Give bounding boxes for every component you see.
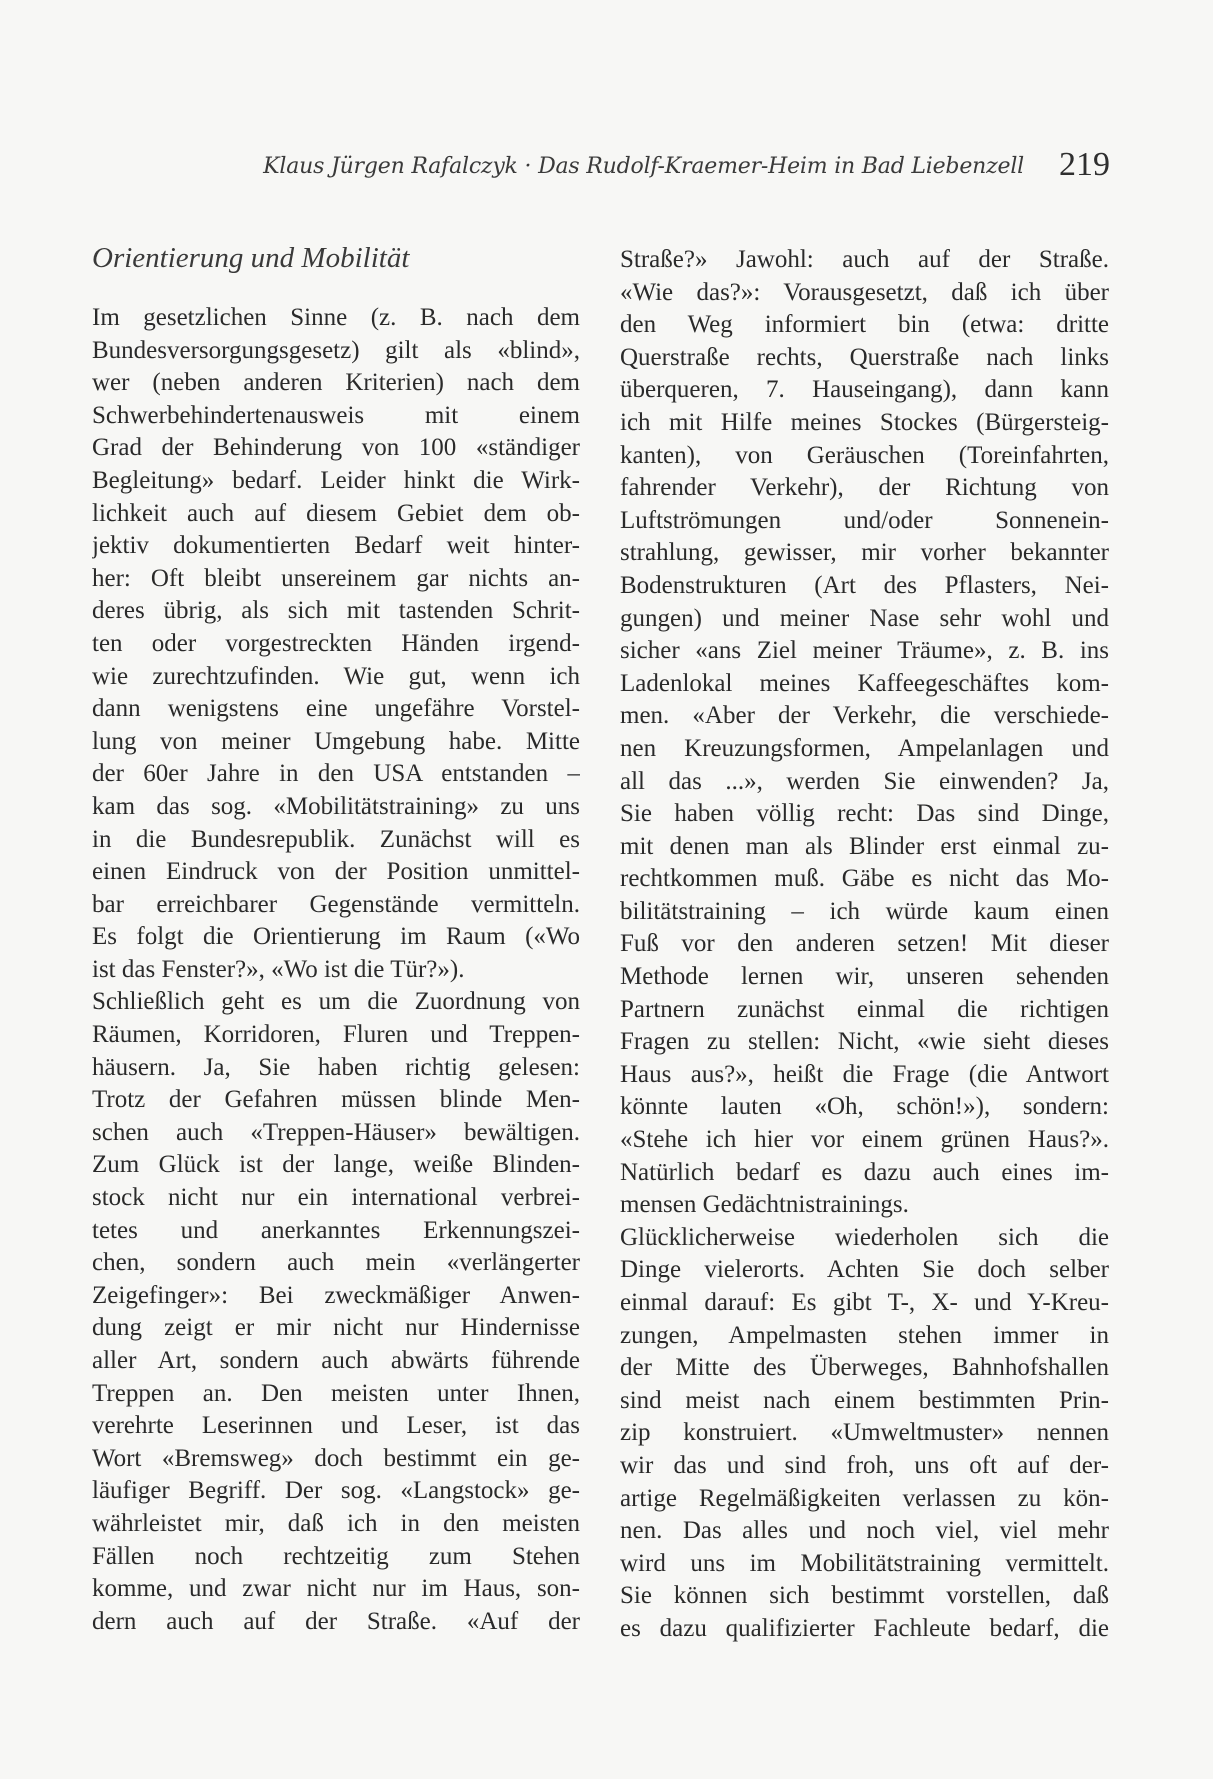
- text-line: Dinge vielerorts. Achten Sie doch selber: [620, 1256, 1109, 1284]
- text-line: währleistet mir, daß ich in den meisten: [92, 1509, 580, 1537]
- text-line: Begleitung» bedarf. Leider hinkt die Wirk-: [92, 466, 580, 494]
- text-line: Natürlich bedarf es dazu auch eines im-: [620, 1158, 1109, 1186]
- text-line: zungen, Ampelmasten stehen immer in: [620, 1321, 1109, 1349]
- text-line: chen, sondern auch mein «verlängerter: [92, 1249, 580, 1277]
- text-line: kanten), von Geräuschen (Toreinfahrten,: [620, 441, 1109, 469]
- text-line: häusern. Ja, Sie haben richtig gelesen:: [92, 1053, 580, 1081]
- text-line: könnte lauten «Oh, schön!»), sondern:: [620, 1093, 1109, 1121]
- text-line: jektiv dokumentierten Bedarf weit hinter-: [92, 532, 580, 560]
- text-line: artige Regelmäßigkeiten verlassen zu kön-: [620, 1484, 1109, 1512]
- left-column-text: [92, 302, 580, 1638]
- right-column-text: [620, 244, 1109, 1646]
- right-column: [620, 244, 1109, 1646]
- text-line: sind meist nach einem bestimmten Prin-: [620, 1386, 1109, 1414]
- text-line: Bodenstrukturen (Art des Pflasters, Nei-: [620, 571, 1109, 599]
- text-line: bilitätstraining – ich würde kaum einen: [620, 897, 1109, 925]
- text-line: bar erreichbarer Gegenstände vermitteln.: [92, 890, 580, 918]
- text-line: Wort «Bremsweg» doch bestimmt ein ge-: [92, 1444, 580, 1472]
- text-line: lung von meiner Umgebung habe. Mitte: [92, 727, 580, 755]
- text-line: schen auch «Treppen-Häuser» bewältigen.: [92, 1118, 580, 1146]
- text-line: aller Art, sondern auch abwärts führende: [92, 1347, 580, 1374]
- text-line: Im gesetzlichen Sinne (z. B. nach dem: [92, 304, 580, 331]
- text-line: Methode lernen wir, unseren sehenden: [620, 963, 1109, 991]
- text-line: dern auch auf der Straße. «Auf der: [92, 1607, 580, 1635]
- text-line: Fuß vor den anderen setzen! Mit dieser: [620, 930, 1109, 958]
- text-line: her: Oft bleibt unsereinem gar nichts an-: [92, 564, 580, 592]
- text-line: zip konstruiert. «Umweltmuster» nennen: [620, 1419, 1109, 1447]
- text-line: Räumen, Korridoren, Fluren und Treppen-: [92, 1021, 580, 1049]
- text-line: sicher «ans Ziel meiner Träume», z. B. ins: [620, 637, 1109, 665]
- text-line: Luftströmungen und/oder Sonnenein-: [620, 506, 1109, 534]
- text-line: «Stehe ich hier vor einem grünen Haus?».: [620, 1126, 1109, 1154]
- text-line: deres übrig, als sich mit tastenden Schrit-: [92, 597, 580, 625]
- text-line: der Mitte des Überweges, Bahnhofshallen: [620, 1354, 1109, 1382]
- text-line: gungen) und meiner Nase sehr wohl und: [620, 604, 1109, 632]
- text-line: läufiger Begriff. Der sog. «Langstock» ge-: [92, 1477, 580, 1505]
- text-line: Straße?» Jawohl: auch auf der Straße.: [620, 246, 1109, 273]
- text-line: wie zurechtzufinden. Wie gut, wenn ich: [92, 662, 580, 690]
- text-line: wir das und sind froh, uns oft auf der-: [620, 1451, 1109, 1479]
- page-number: 219: [1059, 146, 1110, 183]
- text-line: lichkeit auch auf diesem Gebiet dem ob-: [92, 499, 580, 527]
- text-line: Zeigefinger»: Bei zweckmäßiger Anwen-: [92, 1281, 580, 1309]
- text-line: Schwerbehindertenausweis mit einem: [92, 401, 580, 429]
- text-line: wird uns im Mobilitätstraining vermittelt.: [620, 1549, 1109, 1577]
- text-line: einmal darauf: Es gibt T-, X- und Y-Kreu-: [620, 1289, 1109, 1316]
- text-line: Querstraße rechts, Querstraße nach links: [620, 343, 1109, 371]
- text-line: Schließlich geht es um die Zuordnung von: [92, 988, 580, 1016]
- text-line: ten oder vorgestreckten Händen irgend-: [92, 629, 580, 657]
- text-line: nen Kreuzungsformen, Ampelanlagen und: [620, 734, 1109, 762]
- text-line: Sie können sich bestimmt vorstellen, daß: [620, 1582, 1109, 1610]
- text-line: wer (neben anderen Kriterien) nach dem: [92, 369, 580, 397]
- text-line: Fragen zu stellen: Nicht, «wie sieht dieses: [620, 1028, 1109, 1056]
- text-line: men. «Aber der Verkehr, die verschiede-: [620, 702, 1109, 730]
- section-heading: Orientierung und Mobilität: [92, 242, 410, 274]
- text-line: in die Bundesrepublik. Zunächst will es: [92, 825, 580, 853]
- text-line: rechtkommen muß. Gäbe es nicht das Mo-: [620, 865, 1109, 893]
- text-line: Ladenlokal meines Kaffeegeschäftes kom-: [620, 669, 1109, 697]
- text-line: strahlung, gewisser, mir vorher bekannter: [620, 539, 1109, 567]
- text-line: Zum Glück ist der lange, weiße Blinden-: [92, 1151, 580, 1179]
- text-line: Haus aus?», heißt die Frage (die Antwort: [620, 1060, 1109, 1088]
- text-line: Sie haben völlig recht: Das sind Dinge,: [620, 800, 1109, 828]
- text-line: dann wenigstens eine ungefähre Vorstel-: [92, 695, 580, 723]
- text-line: den Weg informiert bin (etwa: dritte: [620, 311, 1109, 339]
- text-line: ich mit Hilfe meines Stockes (Bürgersteig-: [620, 408, 1109, 436]
- text-line: Bundesversorgungsgesetz) gilt als «blind»,: [92, 336, 580, 364]
- running-title: Klaus Jürgen Rafalczyk · Das Rudolf-Kraemer-Heim in Bad Liebenzell: [263, 154, 1024, 179]
- text-line: einen Eindruck von der Position unmittel-: [92, 858, 580, 886]
- text-line: Treppen an. Den meisten unter Ihnen,: [92, 1379, 580, 1407]
- left-column: [92, 240, 580, 1638]
- text-line: Es folgt die Orientierung im Raum («Wo: [92, 923, 580, 951]
- text-line: der 60er Jahre in den USA entstanden –: [92, 760, 580, 788]
- text-line: verehrte Leserinnen und Leser, ist das: [92, 1412, 580, 1440]
- running-header: [0, 146, 1110, 190]
- text-line: Grad der Behinderung von 100 «ständiger: [92, 434, 580, 462]
- text-line: Partnern zunächst einmal die richtigen: [620, 995, 1109, 1023]
- text-line: mensen Gedächtnistrainings.: [620, 1191, 909, 1219]
- text-line: komme, und zwar nicht nur im Haus, son-: [92, 1575, 580, 1603]
- text-line: kam das sog. «Mobilitätstraining» zu uns: [92, 792, 580, 820]
- text-line: nen. Das alles und noch viel, viel mehr: [620, 1517, 1109, 1545]
- text-line: ist das Fenster?», «Wo ist die Tür?»).: [92, 955, 465, 983]
- text-line: es dazu qualifizierter Fachleute bedarf, die: [620, 1614, 1109, 1642]
- text-line: dung zeigt er mir nicht nur Hindernisse: [92, 1314, 580, 1342]
- text-line: all das ...», werden Sie einwenden? Ja,: [620, 767, 1109, 795]
- text-line: fahrender Verkehr), der Richtung von: [620, 474, 1109, 502]
- text-line: überqueren, 7. Hauseingang), dann kann: [620, 376, 1109, 404]
- text-line: tetes und anerkanntes Erkennungszei-: [92, 1216, 580, 1244]
- text-line: «Wie das?»: Vorausgesetzt, daß ich über: [620, 278, 1109, 306]
- text-line: Glücklicherweise wiederholen sich die: [620, 1223, 1109, 1251]
- text-line: stock nicht nur ein international verbrei-: [92, 1184, 580, 1212]
- text-line: Trotz der Gefahren müssen blinde Men-: [92, 1086, 580, 1114]
- text-line: mit denen man als Blinder erst einmal zu-: [620, 832, 1109, 860]
- text-line: Fällen noch rechtzeitig zum Stehen: [92, 1542, 580, 1570]
